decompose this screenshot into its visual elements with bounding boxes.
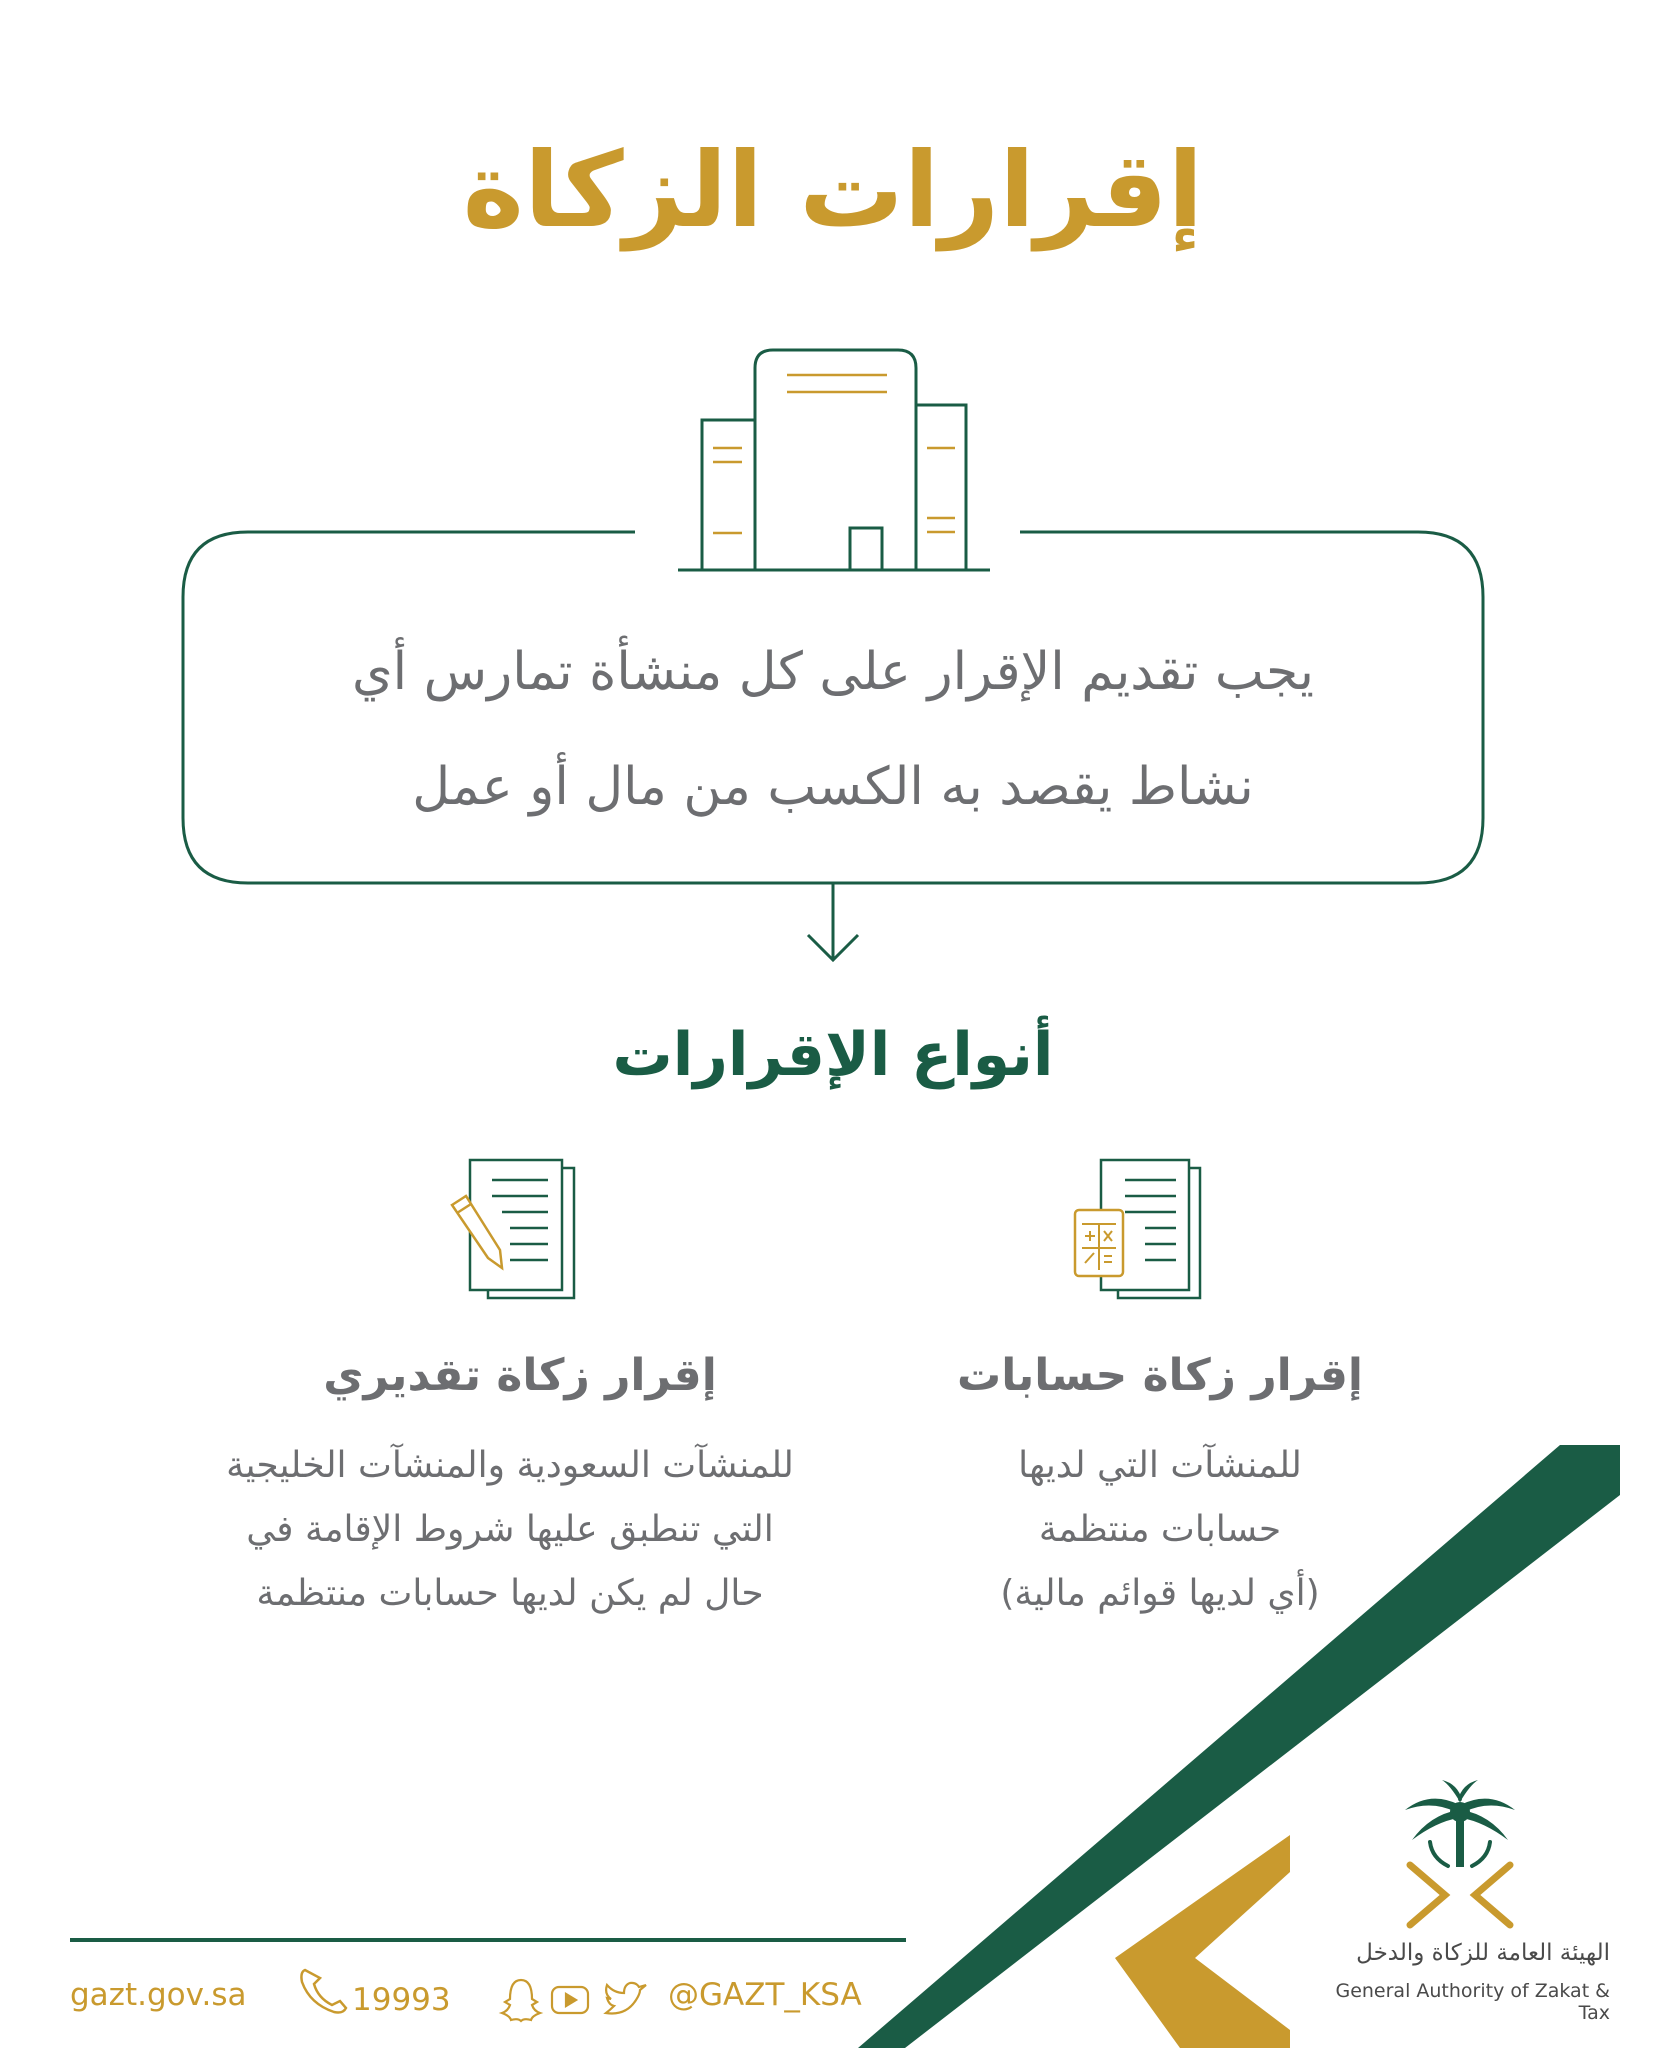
website-link[interactable]: gazt.gov.sa	[70, 1977, 247, 2013]
footer-divider	[70, 1938, 906, 1942]
type-description-line: حال لم يكن لديها حسابات منتظمة	[256, 1573, 764, 1614]
types-heading: أنواع الإقرارات	[612, 1020, 1054, 1090]
pencil-document-icon	[452, 1160, 574, 1298]
page-title: إقرارات الزكاة	[462, 129, 1204, 251]
organization-name-en: General Authority of Zakat & Tax	[1335, 1980, 1610, 2024]
type-description-line: للمنشآت التي لديها	[1018, 1445, 1302, 1486]
type-description-line: حسابات منتظمة	[1038, 1509, 1282, 1550]
youtube-icon	[552, 1987, 588, 2013]
type-title-estimated: إقرار زكاة تقديري	[323, 1350, 717, 1401]
type-description-line: للمنشآت السعودية والمنشآت الخليجية	[226, 1445, 794, 1486]
type-description-estimated	[160, 1434, 860, 1626]
gazt-logo	[1405, 1780, 1515, 1925]
twitter-icon	[606, 1983, 646, 2014]
calculator-document-icon	[1075, 1160, 1200, 1298]
organization-name-ar: الهيئة العامة للزكاة والدخل	[1356, 1940, 1610, 1966]
down-arrow-icon	[808, 883, 858, 960]
social-handle[interactable]: @GAZT_KSA	[668, 1977, 862, 2013]
intro-line-1: يجب تقديم الإقرار على كل منشأة تمارس أي	[351, 642, 1315, 702]
phone-number[interactable]: 19993	[352, 1982, 451, 2018]
intro-line-2: نشاط يقصد به الكسب من مال أو عمل	[412, 757, 1254, 817]
corner-gold-chevron-shape	[1115, 1835, 1290, 2048]
intro-text	[200, 615, 1466, 845]
building-icon	[678, 350, 990, 570]
type-description-accounts	[905, 1434, 1415, 1626]
phone-icon	[301, 1970, 346, 2013]
type-description-line: (أي لديها قوائم مالية)	[1000, 1573, 1320, 1614]
type-title-accounts: إقرار زكاة حسابات	[957, 1350, 1363, 1401]
type-description-line: التي تنطبق عليها شروط الإقامة في	[246, 1509, 774, 1550]
snapchat-icon	[502, 1980, 540, 2021]
